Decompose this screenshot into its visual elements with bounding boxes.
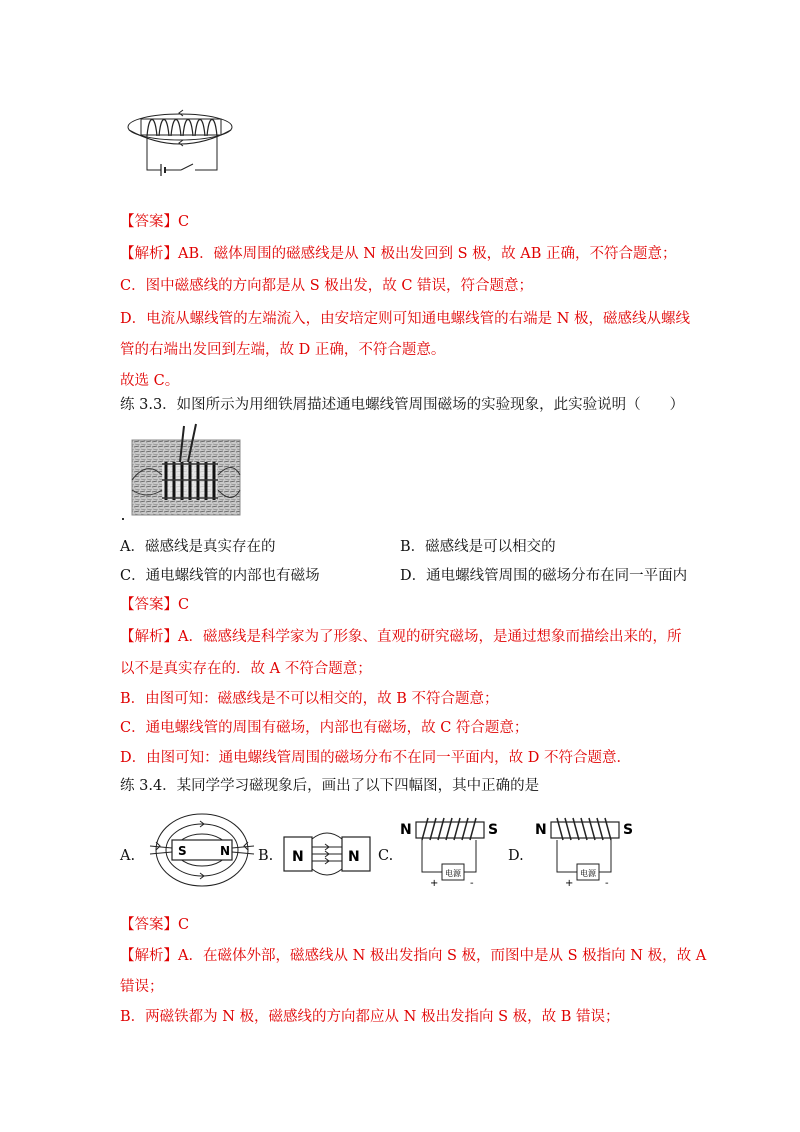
q4-fig-c-source: 电源 <box>445 869 461 878</box>
q4-analysis-line-2: 错误； <box>120 979 164 995</box>
q4-analysis-line-1 <box>120 946 706 966</box>
q2-analysis-line-3: D．电流从螺线管的左端流入，由安培定则可知通电螺线管的右端是 N 极，磁感线从螺线 <box>120 311 691 327</box>
q4-fig-a-left-pole: S <box>178 844 187 858</box>
answer-tag: 【答案】 <box>120 597 178 613</box>
q2-answer: C <box>178 214 190 230</box>
q2-analysis-line-1 <box>120 244 677 264</box>
q3-option-a: A．磁感线是真实存在的 <box>120 539 276 555</box>
q4-fig-a-right-pole: N <box>220 844 231 858</box>
q2-conclusion: 故选 C。 <box>120 373 180 389</box>
q4-stem: 练 3.4．某同学学习磁现象后，画出了以下四幅图，其中正确的是 <box>120 778 540 794</box>
q4-answer: C <box>178 917 190 933</box>
q4-fig-c-right-pole: S <box>488 822 499 838</box>
q4-fig-d-source: 电源 <box>580 869 596 878</box>
answer-tag: 【答案】 <box>120 214 178 230</box>
q2-analysis-line-4: 管的右端出发回到左端，故 D 正确，不符合题意。 <box>120 342 446 358</box>
q4-fig-label-c: C. <box>378 848 394 864</box>
q3-answer: C <box>178 597 190 613</box>
q3-stem: 练 3.3．如图所示为用细铁屑描述通电螺线管周围磁场的实验现象，此实验说明（ ） <box>120 397 685 413</box>
analysis-tag: 【解析】 <box>120 246 178 262</box>
q3-analysis-line-5: D．由图可知：通电螺线管周围的磁场分布不在同一平面内，故 D 不符合题意． <box>120 750 631 766</box>
q4-fig-label-a: A. <box>120 848 136 864</box>
q3-analysis-line-4: C．通电螺线管的周围有磁场，内部也有磁场，故 C 符合题意； <box>120 720 529 736</box>
q3-option-d: D．通电螺线管周围的磁场分布在同一平面内 <box>400 568 688 584</box>
q4-fig-b-left-pole: N <box>292 849 304 865</box>
q4-figure-a <box>148 810 256 890</box>
q2-answer-line <box>120 212 189 232</box>
analysis-tag: 【解析】 <box>120 948 178 964</box>
q2-analysis-text: AB．磁体周围的磁感线是从 N 极出发回到 S 极，故 AB 正确，不符合题意； <box>178 246 677 262</box>
q4-fig-d-minus: - <box>605 878 609 888</box>
q3-analysis-line-1 <box>120 627 681 647</box>
q3-option-c: C．通电螺线管的内部也有磁场 <box>120 568 320 584</box>
q4-fig-c-plus: + <box>430 878 439 888</box>
q4-figure-c <box>398 812 500 888</box>
q4-fig-c-minus: - <box>470 878 474 888</box>
answer-tag: 【答案】 <box>120 917 178 933</box>
analysis-tag: 【解析】 <box>120 629 178 645</box>
q4-figure-b <box>282 825 372 885</box>
q3-answer-line <box>120 595 189 615</box>
q4-analysis-line-3: B．两磁铁都为 N 极，磁感线的方向都应从 N 极出发指向 S 极，故 B 错误； <box>120 1009 620 1025</box>
q4-fig-d-plus: + <box>565 878 574 888</box>
solenoid-circuit-figure <box>125 100 235 180</box>
q4-analysis-text: A．在磁体外部，磁感线从 N 极出发指向 S 极，而图中是从 S 极指向 N 极，故 A <box>178 948 707 964</box>
q4-fig-b-right-pole: N <box>348 849 360 865</box>
q4-figure-d <box>533 812 635 888</box>
q4-fig-c-left-pole: N <box>400 822 412 838</box>
iron-filings-photo <box>122 420 242 520</box>
q2-analysis-line-2: C．图中磁感线的方向都是从 S 极出发，故 C 错误，符合题意； <box>120 278 534 294</box>
q4-answer-line <box>120 915 189 935</box>
q3-option-b: B．磁感线是可以相交的 <box>400 539 556 555</box>
q3-analysis-line-3: B．由图可知：磁感线是不可以相交的，故 B 不符合题意； <box>120 691 499 707</box>
q3-analysis-text: A．磁感线是科学家为了形象、直观的研究磁场，是通过想象而描绘出来的，所 <box>178 629 682 645</box>
q3-analysis-line-2: 以不是真实存在的．故 A 不符合题意； <box>120 661 372 677</box>
q4-fig-label-d: D. <box>508 848 524 864</box>
q4-fig-d-left-pole: N <box>535 822 547 838</box>
q4-fig-d-right-pole: S <box>623 822 634 838</box>
q4-fig-label-b: B. <box>258 848 274 864</box>
